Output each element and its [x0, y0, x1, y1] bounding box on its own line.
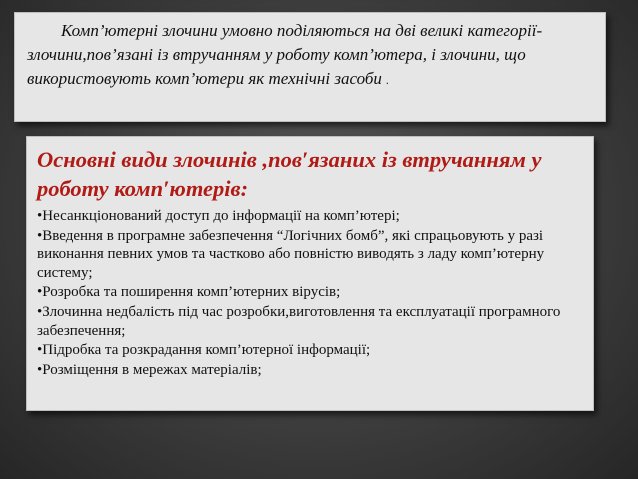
intro-trailing-dot: .: [386, 73, 390, 87]
list-item: •Розміщення в мережах матеріалів;: [37, 361, 262, 378]
crime-types-list: [37, 207, 585, 379]
intro-text: Комп’ютерні злочини умовно поділяються на дві великі категорії-злочини,пов’язані із втручанням у роботу комп’ютера, і злочини, що використовують комп’ютери як технічні засоби: [27, 21, 543, 88]
crime-types-heading: Основні види злочинів ,пов′язаних із втручанням у роботу комп′ютерів:: [37, 147, 542, 201]
crime-types-box: [26, 136, 594, 411]
intro-paragraph: [27, 19, 595, 92]
list-item: •Введення в програмне забезпечення “Логічних бомб”, які спрацьовують у разі виконання певних умов та частково або повністю виводять з ладу комп’ютерну систему;: [37, 227, 545, 281]
list-item: •Розробка та поширення комп’ютерних вірусів;: [37, 284, 341, 301]
list-item: •Несанкціонований доступ до інформації на комп’ютері;: [37, 208, 400, 224]
intro-text-box: [14, 12, 606, 122]
list-item: •Злочинна недбалість під час розробки,виготовлення та експлуатації програмного забезпечення;: [37, 303, 561, 339]
list-item: •Підробка та розкрадання комп’ютерної інформації;: [37, 342, 371, 359]
